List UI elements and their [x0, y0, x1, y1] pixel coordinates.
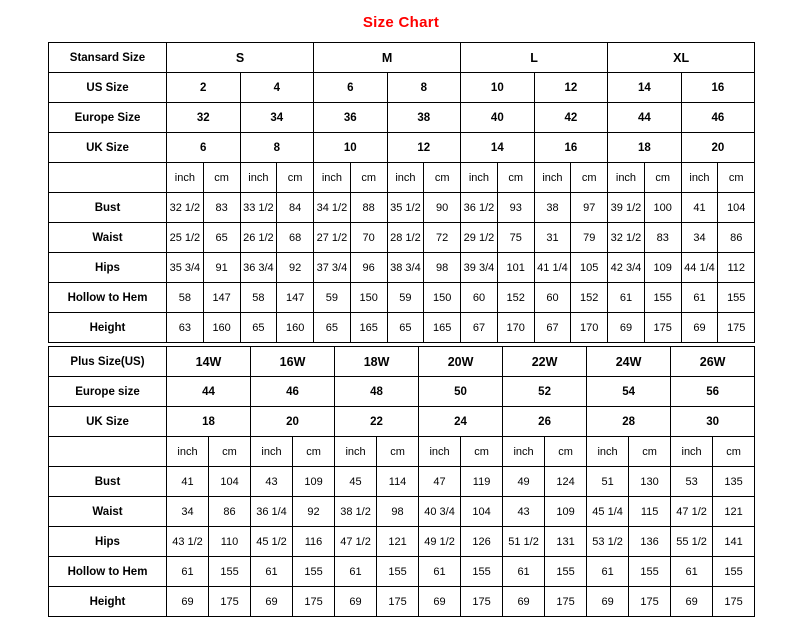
table-cell: 61 [503, 557, 545, 587]
table-cell: 67 [461, 313, 498, 343]
table-cell: 39 1/2 [608, 193, 645, 223]
size-group-16w: 16W [251, 347, 335, 377]
table-cell: 39 3/4 [461, 253, 498, 283]
table-cell: 61 [419, 557, 461, 587]
table-cell: 69 [587, 587, 629, 617]
table-cell: 43 [503, 497, 545, 527]
table-cell: cm [209, 437, 251, 467]
table-row [49, 407, 755, 437]
table-cell: 165 [350, 313, 387, 343]
table-cell: 6 [314, 73, 388, 103]
table-cell: inch [167, 163, 204, 193]
table-header-row [49, 43, 755, 73]
table-cell: 69 [335, 587, 377, 617]
table-cell: 175 [629, 587, 671, 617]
table-cell: 147 [277, 283, 314, 313]
plus-size-table [48, 346, 755, 617]
table-row [49, 223, 755, 253]
row-label: US Size [49, 73, 167, 103]
table-cell: 126 [461, 527, 503, 557]
table-cell: 130 [629, 467, 671, 497]
table-cell: 175 [718, 313, 755, 343]
table-cell: 69 [608, 313, 645, 343]
size-group-m: M [314, 43, 461, 73]
table-cell: 61 [608, 283, 645, 313]
table-cell: 10 [461, 73, 535, 103]
row-label: Height [49, 313, 167, 343]
table-cell: 121 [377, 527, 419, 557]
table-cell: 83 [203, 193, 240, 223]
table-cell: 55 1/2 [671, 527, 713, 557]
table-cell: 170 [571, 313, 608, 343]
table-cell: 69 [503, 587, 545, 617]
table-cell: 51 1/2 [503, 527, 545, 557]
table-cell: 40 [461, 103, 535, 133]
table-cell: 60 [461, 283, 498, 313]
table-cell: 170 [497, 313, 534, 343]
table-cell: 42 [534, 103, 608, 133]
table-cell: 110 [209, 527, 251, 557]
table-cell: 47 1/2 [671, 497, 713, 527]
table-cell: 175 [644, 313, 681, 343]
table-cell: 61 [671, 557, 713, 587]
table-cell: 100 [644, 193, 681, 223]
row-label: UK Size [49, 133, 167, 163]
table-cell: 61 [681, 283, 718, 313]
table-cell: 38 1/2 [335, 497, 377, 527]
table-cell: 4 [240, 73, 314, 103]
table-cell: cm [424, 163, 461, 193]
table-cell: 155 [718, 283, 755, 313]
table-row [49, 467, 755, 497]
table-cell: 34 [167, 497, 209, 527]
table-row [49, 73, 755, 103]
row-label: Waist [49, 223, 167, 253]
table-cell: 175 [713, 587, 755, 617]
standard-size-table [48, 42, 755, 343]
table-cell: 33 1/2 [240, 193, 277, 223]
table-cell: 70 [350, 223, 387, 253]
table-cell: 36 [314, 103, 388, 133]
table-cell: 54 [587, 377, 671, 407]
table-cell: cm [350, 163, 387, 193]
table-cell: 53 [671, 467, 713, 497]
table-cell: inch [419, 437, 461, 467]
table-cell: 25 1/2 [167, 223, 204, 253]
table-cell: 58 [240, 283, 277, 313]
table-cell: 18 [608, 133, 682, 163]
table-row [49, 437, 755, 467]
table-cell: 36 1/2 [461, 193, 498, 223]
table-cell: 152 [497, 283, 534, 313]
table-cell: 31 [534, 223, 571, 253]
table-cell: 38 [534, 193, 571, 223]
table-cell: 2 [167, 73, 241, 103]
table-cell: 12 [534, 73, 608, 103]
table-cell: 175 [209, 587, 251, 617]
table-cell: 45 [335, 467, 377, 497]
standard-size-table-wrapper [48, 42, 754, 343]
table-cell: 90 [424, 193, 461, 223]
table-cell: 175 [545, 587, 587, 617]
table-cell: 38 [387, 103, 461, 133]
table-cell: 53 1/2 [587, 527, 629, 557]
table-row [49, 283, 755, 313]
table-cell: cm [644, 163, 681, 193]
table-cell: 92 [293, 497, 335, 527]
table-cell: 32 [167, 103, 241, 133]
table-row [49, 587, 755, 617]
table-cell: 97 [571, 193, 608, 223]
table-cell: 116 [293, 527, 335, 557]
table-cell: 24 [419, 407, 503, 437]
table-cell: inch [251, 437, 293, 467]
table-cell: 27 1/2 [314, 223, 351, 253]
table-cell: 45 1/4 [587, 497, 629, 527]
table-cell: 18 [167, 407, 251, 437]
table-cell: 86 [718, 223, 755, 253]
table-header-label: Stansard Size [49, 43, 167, 73]
table-cell: cm [713, 437, 755, 467]
table-cell: 119 [461, 467, 503, 497]
table-cell: inch [314, 163, 351, 193]
table-cell: 69 [681, 313, 718, 343]
table-cell: 131 [545, 527, 587, 557]
table-cell: inch [167, 437, 209, 467]
table-cell: 135 [713, 467, 755, 497]
table-cell: 37 3/4 [314, 253, 351, 283]
table-cell: 109 [545, 497, 587, 527]
table-cell: 61 [251, 557, 293, 587]
table-cell: 36 1/4 [251, 497, 293, 527]
table-cell: 14 [608, 73, 682, 103]
table-row [49, 527, 755, 557]
table-cell: 69 [671, 587, 713, 617]
table-cell: cm [461, 437, 503, 467]
table-cell: 32 1/2 [167, 193, 204, 223]
table-cell: 152 [571, 283, 608, 313]
row-label: Hollow to Hem [49, 283, 167, 313]
table-cell: 46 [251, 377, 335, 407]
table-header-row [49, 347, 755, 377]
table-cell: 8 [387, 73, 461, 103]
table-cell: 155 [209, 557, 251, 587]
table-cell: 12 [387, 133, 461, 163]
table-cell: 98 [377, 497, 419, 527]
table-cell: 61 [167, 557, 209, 587]
table-cell: inch [461, 163, 498, 193]
table-cell: 43 [251, 467, 293, 497]
table-cell: 105 [571, 253, 608, 283]
table-cell: 69 [251, 587, 293, 617]
table-cell: 69 [167, 587, 209, 617]
table-cell: 155 [377, 557, 419, 587]
table-cell: 141 [713, 527, 755, 557]
row-label [49, 163, 167, 193]
table-cell: 175 [461, 587, 503, 617]
table-cell: 42 3/4 [608, 253, 645, 283]
row-label: Bust [49, 193, 167, 223]
size-group-22w: 22W [503, 347, 587, 377]
table-cell: 86 [209, 497, 251, 527]
table-cell: 165 [424, 313, 461, 343]
table-cell: 28 1/2 [387, 223, 424, 253]
table-cell: 22 [335, 407, 419, 437]
table-row [49, 313, 755, 343]
table-cell: 155 [461, 557, 503, 587]
table-cell: 63 [167, 313, 204, 343]
size-group-l: L [461, 43, 608, 73]
table-cell: 160 [203, 313, 240, 343]
table-cell: inch [534, 163, 571, 193]
table-cell: 155 [713, 557, 755, 587]
table-cell: 65 [387, 313, 424, 343]
table-cell: 20 [681, 133, 755, 163]
table-cell: 26 [503, 407, 587, 437]
row-label: Europe size [49, 377, 167, 407]
size-group-24w: 24W [587, 347, 671, 377]
table-cell: 88 [350, 193, 387, 223]
table-cell: 28 [587, 407, 671, 437]
plus-size-table-wrapper [48, 346, 754, 617]
size-group-26w: 26W [671, 347, 755, 377]
table-cell: 60 [534, 283, 571, 313]
table-cell: 109 [644, 253, 681, 283]
table-cell: 150 [424, 283, 461, 313]
table-cell: 175 [377, 587, 419, 617]
table-cell: 104 [461, 497, 503, 527]
table-cell: 8 [240, 133, 314, 163]
table-cell: 34 [681, 223, 718, 253]
table-cell: 96 [350, 253, 387, 283]
table-cell: inch [587, 437, 629, 467]
table-cell: inch [335, 437, 377, 467]
table-cell: inch [681, 163, 718, 193]
table-row [49, 133, 755, 163]
size-group-14w: 14W [167, 347, 251, 377]
row-label: Hips [49, 527, 167, 557]
table-cell: 38 3/4 [387, 253, 424, 283]
table-cell: 48 [335, 377, 419, 407]
table-cell: 41 [681, 193, 718, 223]
table-cell: 32 1/2 [608, 223, 645, 253]
table-cell: 45 1/2 [251, 527, 293, 557]
table-cell: 79 [571, 223, 608, 253]
table-cell: 16 [681, 73, 755, 103]
table-cell: 75 [497, 223, 534, 253]
table-cell: 16 [534, 133, 608, 163]
table-cell: 124 [545, 467, 587, 497]
table-cell: inch [671, 437, 713, 467]
table-cell: 93 [497, 193, 534, 223]
row-label: Waist [49, 497, 167, 527]
table-cell: cm [377, 437, 419, 467]
table-cell: 46 [681, 103, 755, 133]
table-row [49, 193, 755, 223]
size-group-18w: 18W [335, 347, 419, 377]
table-cell: cm [629, 437, 671, 467]
table-cell: 58 [167, 283, 204, 313]
table-cell: 34 1/2 [314, 193, 351, 223]
table-cell: cm [277, 163, 314, 193]
table-cell: 155 [545, 557, 587, 587]
table-cell: 121 [713, 497, 755, 527]
row-label: Europe Size [49, 103, 167, 133]
table-cell: 59 [387, 283, 424, 313]
table-cell: 44 [167, 377, 251, 407]
table-cell: 20 [251, 407, 335, 437]
table-cell: 49 1/2 [419, 527, 461, 557]
table-cell: 43 1/2 [167, 527, 209, 557]
table-cell: 155 [644, 283, 681, 313]
row-label: Hollow to Hem [49, 557, 167, 587]
table-cell: 69 [419, 587, 461, 617]
table-cell: cm [293, 437, 335, 467]
table-cell: 155 [293, 557, 335, 587]
table-cell: 104 [209, 467, 251, 497]
table-cell: 68 [277, 223, 314, 253]
table-cell: 101 [497, 253, 534, 283]
table-cell: 59 [314, 283, 351, 313]
table-cell: 51 [587, 467, 629, 497]
table-cell: 147 [203, 283, 240, 313]
table-cell: 50 [419, 377, 503, 407]
table-cell: 109 [293, 467, 335, 497]
table-cell: 35 3/4 [167, 253, 204, 283]
size-group-20w: 20W [419, 347, 503, 377]
table-cell: cm [718, 163, 755, 193]
table-cell: 61 [335, 557, 377, 587]
table-cell: 112 [718, 253, 755, 283]
table-cell: 65 [314, 313, 351, 343]
table-cell: 115 [629, 497, 671, 527]
table-cell: 155 [629, 557, 671, 587]
table-cell: 150 [350, 283, 387, 313]
table-cell: 14 [461, 133, 535, 163]
table-cell: cm [571, 163, 608, 193]
size-group-s: S [167, 43, 314, 73]
row-label: UK Size [49, 407, 167, 437]
table-cell: 104 [718, 193, 755, 223]
table-cell: 34 [240, 103, 314, 133]
table-cell: 29 1/2 [461, 223, 498, 253]
table-cell: 98 [424, 253, 461, 283]
table-header-label: Plus Size(US) [49, 347, 167, 377]
table-cell: cm [497, 163, 534, 193]
size-group-xl: XL [608, 43, 755, 73]
row-label: Height [49, 587, 167, 617]
table-cell: 160 [277, 313, 314, 343]
table-row [49, 253, 755, 283]
table-cell: 49 [503, 467, 545, 497]
row-label: Bust [49, 467, 167, 497]
table-cell: 44 [608, 103, 682, 133]
table-cell: inch [608, 163, 645, 193]
table-cell: 52 [503, 377, 587, 407]
table-cell: cm [203, 163, 240, 193]
table-cell: 61 [587, 557, 629, 587]
table-cell: 44 1/4 [681, 253, 718, 283]
table-row [49, 557, 755, 587]
table-cell: inch [387, 163, 424, 193]
table-cell: 26 1/2 [240, 223, 277, 253]
table-cell: inch [503, 437, 545, 467]
table-cell: 30 [671, 407, 755, 437]
row-label [49, 437, 167, 467]
row-label: Hips [49, 253, 167, 283]
table-cell: 72 [424, 223, 461, 253]
table-cell: 41 1/4 [534, 253, 571, 283]
table-row [49, 497, 755, 527]
table-cell: 40 3/4 [419, 497, 461, 527]
table-cell: 91 [203, 253, 240, 283]
table-cell: 65 [240, 313, 277, 343]
table-cell: 35 1/2 [387, 193, 424, 223]
table-cell: 136 [629, 527, 671, 557]
table-cell: 67 [534, 313, 571, 343]
table-row [49, 163, 755, 193]
table-cell: 83 [644, 223, 681, 253]
table-cell: cm [545, 437, 587, 467]
table-cell: 6 [167, 133, 241, 163]
table-cell: 47 1/2 [335, 527, 377, 557]
table-cell: 10 [314, 133, 388, 163]
table-cell: inch [240, 163, 277, 193]
table-row [49, 377, 755, 407]
page-title: Size Chart [362, 14, 440, 31]
table-cell: 84 [277, 193, 314, 223]
table-cell: 47 [419, 467, 461, 497]
table-cell: 92 [277, 253, 314, 283]
table-cell: 65 [203, 223, 240, 253]
table-cell: 114 [377, 467, 419, 497]
table-cell: 41 [167, 467, 209, 497]
table-cell: 56 [671, 377, 755, 407]
table-row [49, 103, 755, 133]
table-cell: 36 3/4 [240, 253, 277, 283]
table-cell: 175 [293, 587, 335, 617]
